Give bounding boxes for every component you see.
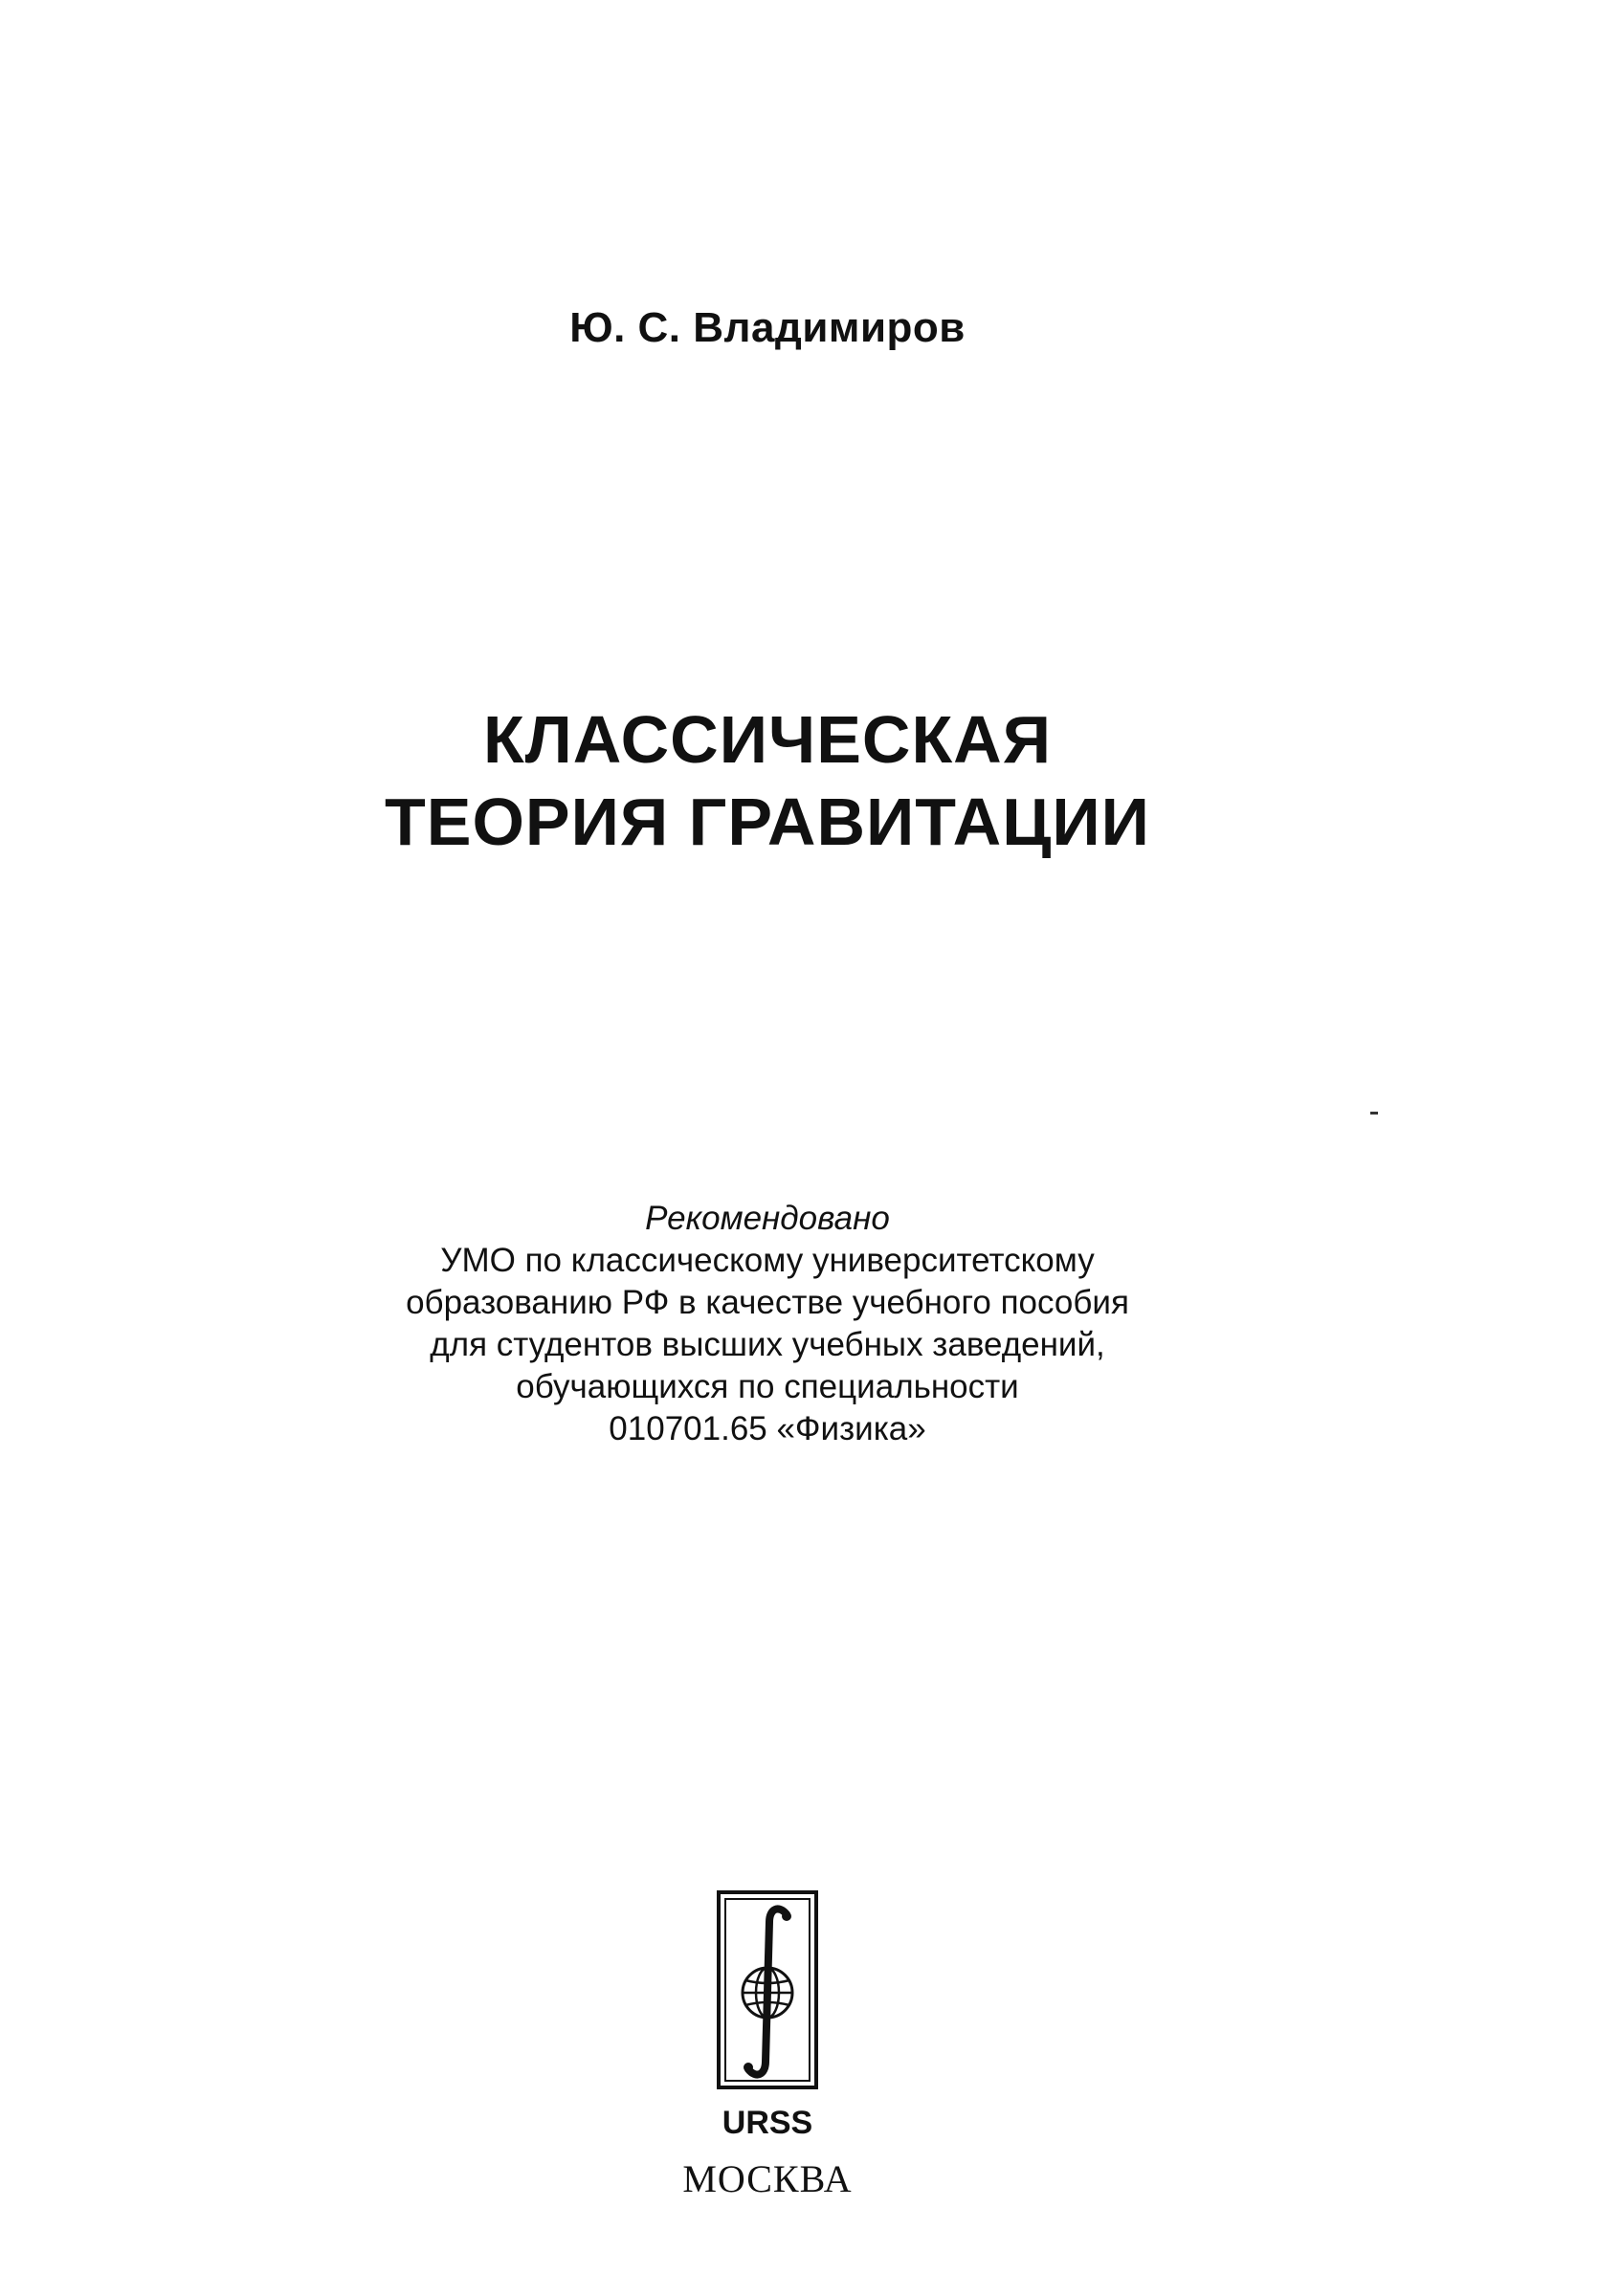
recommendation-line-2: УМО по классическому университетскому [440, 1242, 1095, 1279]
recommendation-line-1: Рекомендовано [645, 1200, 890, 1237]
recommendation-line-4: для студентов высших учебных заведений, [430, 1326, 1105, 1363]
recommendation-block [0, 1198, 1535, 1450]
publisher-name: URSS [722, 2105, 813, 2141]
scan-speck [1370, 1112, 1378, 1115]
integral-globe-icon [716, 1889, 819, 2090]
book-title-line-2: ТЕОРИЯ ГРАВИТАЦИИ [385, 784, 1150, 859]
publisher-city: МОСКВА [682, 2157, 853, 2200]
recommendation-line-6: 010701.65 «Физика» [609, 1410, 926, 1447]
book-title [0, 698, 1535, 863]
recommendation-line-5: обучающихся по специальности [516, 1368, 1019, 1405]
book-title-line-1: КЛАССИЧЕСКАЯ [482, 702, 1053, 777]
author-name: Ю. С. Владимиров [569, 304, 966, 351]
recommendation-line-3: образованию РФ в качестве учебного пособия [406, 1284, 1129, 1321]
